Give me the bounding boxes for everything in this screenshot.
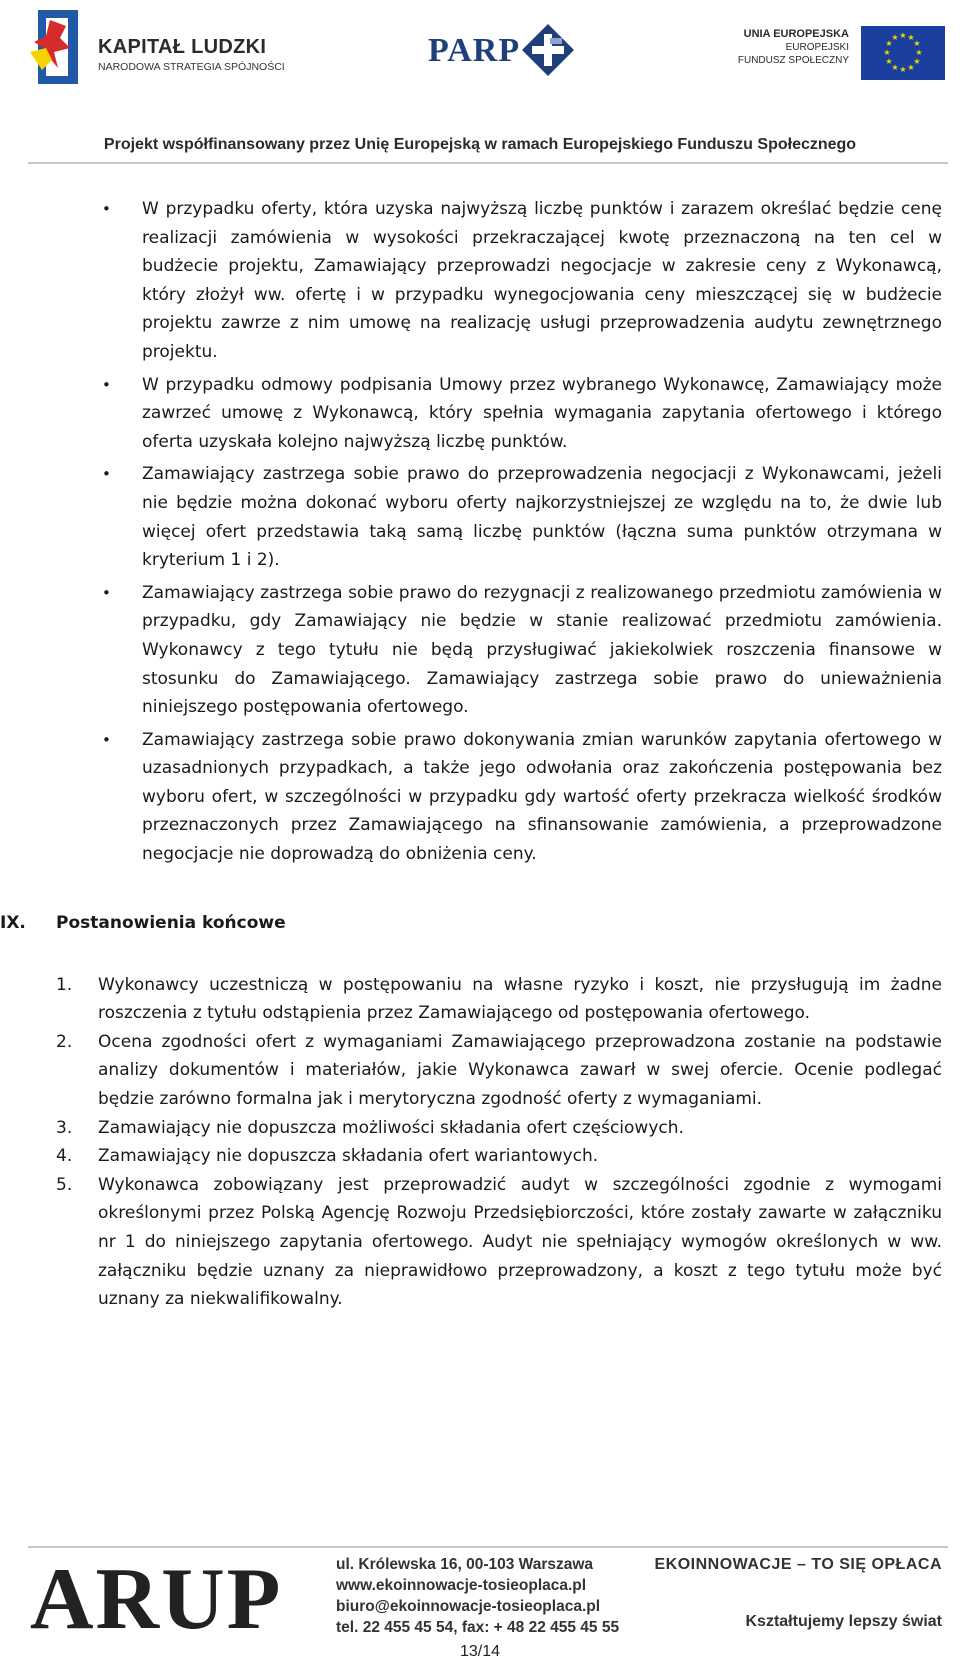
svg-text:★: ★: [913, 39, 921, 48]
parp-wordmark: PARP: [428, 32, 521, 69]
kapital-ludzki-emblem-icon: [30, 8, 90, 86]
footer-address: ul. Królewska 16, 00-103 Warszawa: [336, 1556, 594, 1573]
section-number: IX.: [0, 912, 26, 933]
kapital-ludzki-logo: [30, 8, 290, 90]
bullet-item: • Zamawiający zastrzega sobie prawo do przeprowadzenia negocjacji z Wykonawcami, jeżeli nie będzie można dokonać wyboru oferty najkorzystniejszej ze względu na to, że dwie lub więcej ofert przedstawia taką samą liczbę punktów (łączna suma punktów otrzymana w kryterium 1 i 2).: [142, 460, 942, 574]
bullet-item: • Zamawiający zastrzega sobie prawo dokonywania zmian warunków zapytania ofertowego w uzasadnionych przypadkach, a także jego odwołania oraz zakończenia postępowania bez wyboru ofert, w szczególności w przypadku gdy wartość oferty przekracza wielkość środków przeznaczonych przez Zamawiającego na sfinansowanie zamówienia, a przeprowadzone negocjacje nie doprowadzą do obniżenia ceny.: [142, 726, 942, 869]
page-header: [0, 0, 960, 170]
ue-line-1: UNIA EUROPEJSKA: [743, 28, 849, 40]
svg-text:★: ★: [907, 63, 915, 72]
ue-line-2: EUROPEJSKI: [785, 42, 849, 53]
footer-email: biuro@ekoinnowacje-tosieoplaca.pl: [336, 1598, 601, 1615]
numbered-item: [56, 971, 942, 1028]
item-text: Zamawiający nie dopuszcza składania ofert wariantowych.: [98, 1146, 599, 1167]
svg-text:★: ★: [899, 65, 907, 74]
numbered-item: [56, 1114, 942, 1143]
svg-text:★: ★: [891, 33, 899, 42]
item-number: 1.: [56, 974, 73, 995]
svg-text:★: ★: [913, 57, 921, 66]
bullet-item: • W przypadku oferty, która uzyska najwyższą liczbę punktów i zarazem określać będzie cenę realizacji zamówienia w wysokości przekraczającej kwotę przeznaczoną na ten cel w budżecie projektu, Zamawiający przeprowadzi negocjacje w zakresie ceny z Wykonawcą, który złożył ww. ofertę i w przypadku wynegocjowania ceny mieszczącej się w budżecie projektu zawrze z nim umowę na realizację usługi przeprowadzenia audytu zewnętrznego projektu.: [142, 195, 942, 367]
page-number: 13/14: [459, 1643, 501, 1660]
footer-divider: [28, 1546, 948, 1548]
section-title: Postanowienia końcowe: [56, 912, 286, 933]
item-number: 5.: [56, 1174, 73, 1195]
numbered-item: [56, 1028, 942, 1114]
parp-diamond-icon: [520, 22, 576, 78]
bullet-item: • Zamawiający zastrzega sobie prawo do rezygnacji z realizowanego przedmiotu zamówienia w przypadku, gdy Zamawiający nie będzie w stanie realizować przedmiotu zamówienia. Wykonawcy z tego tytułu nie będą przysługiwać jakiekolwiek roszczenia finansowe w stosunku do Zamawiającego. Zamawiający zastrzega sobie prawo do unieważnienia niniejszego postępowania ofertowego.: [142, 579, 942, 722]
footer-slogan-main: EKOINNOWACJE – TO SIĘ OPŁACA: [654, 1556, 942, 1573]
numbered-item: [56, 1142, 942, 1171]
numbered-item: [56, 1171, 942, 1314]
numbered-list: [0, 971, 960, 1314]
footer-website: www.ekoinnowacje-tosieoplaca.pl: [336, 1577, 587, 1594]
kapital-ludzki-subtitle: NARODOWA STRATEGIA SPÓJNOŚCI: [98, 61, 285, 73]
bullet-item: • W przypadku odmowy podpisania Umowy przez wybranego Wykonawcę, Zamawiający może zawrzeć umowę z Wykonawcą, który spełnia wymagania zapytania ofertowego i którego oferta uzyskała kolejno najwyższą liczbę punktów.: [142, 371, 942, 457]
svg-text:★: ★: [899, 31, 907, 40]
eu-logo: [737, 26, 945, 82]
section-heading: [0, 909, 960, 939]
svg-text:★: ★: [885, 39, 893, 48]
item-number: 2.: [56, 1031, 73, 1052]
svg-text:★: ★: [907, 33, 915, 42]
arup-logo: ARUP: [30, 1551, 283, 1648]
header-divider: [28, 162, 948, 164]
kapital-ludzki-title: KAPITAŁ LUDZKI: [98, 36, 267, 58]
parp-logo: [428, 20, 578, 80]
eu-flag-icon: [861, 26, 945, 80]
footer-slogan-sub: Kształtujemy lepszy świat: [745, 1613, 942, 1630]
svg-text:★: ★: [883, 48, 891, 57]
item-text: Zamawiający nie dopuszcza możliwości składania ofert częściowych.: [98, 1117, 684, 1138]
svg-text:★: ★: [885, 57, 893, 66]
ue-line-3: FUNDUSZ SPOŁECZNY: [737, 55, 849, 66]
item-number: 4.: [56, 1146, 73, 1167]
item-text: Wykonawcy uczestniczą w postępowaniu na własne ryzyko i koszt, nie przysługują im żadne roszczenia z tytułu odstąpienia przez Zamawiającego od postępowania ofertowego.: [98, 974, 942, 1024]
item-text: Wykonawca zobowiązany jest przeprowadzić audyt w szczególności zgodnie z wymogami określonymi przez Polską Agencję Rozwoju Przedsiębiorczości, które zostały zawarte w załączniku nr 1 do niniejszego zapytania ofertowego. Audyt nie spełniający wymogów określonych w ww. załączniku będzie uznany za nieprawidłowo przeprowadzony, a koszt z tego tytułu może być uznany za niekwalifikowalny.: [98, 1174, 942, 1310]
document-body: [0, 195, 960, 1314]
item-text: Ocena zgodności ofert z wymaganiami Zamawiającego przeprowadzona zostanie na podstawie analizy dokumentów i materiałów, jakie Wykonawca zawarł w swej ofercie. Ocenie podlegać będzie zarówno formalna jak i merytoryczna zgodność oferty z wymaganiami.: [98, 1031, 942, 1110]
project-cofinancing-line: Projekt współfinansowany przez Unię Europejską w ramach Europejskiego Funduszu Społecznego: [103, 136, 857, 153]
svg-text:★: ★: [915, 48, 923, 57]
item-number: 3.: [56, 1117, 73, 1138]
svg-text:★: ★: [891, 63, 899, 72]
footer-contacts: [336, 1554, 619, 1638]
bullet-list: [0, 195, 960, 869]
footer-phone: tel. 22 455 45 54, fax: + 48 22 455 45 55: [336, 1619, 620, 1636]
